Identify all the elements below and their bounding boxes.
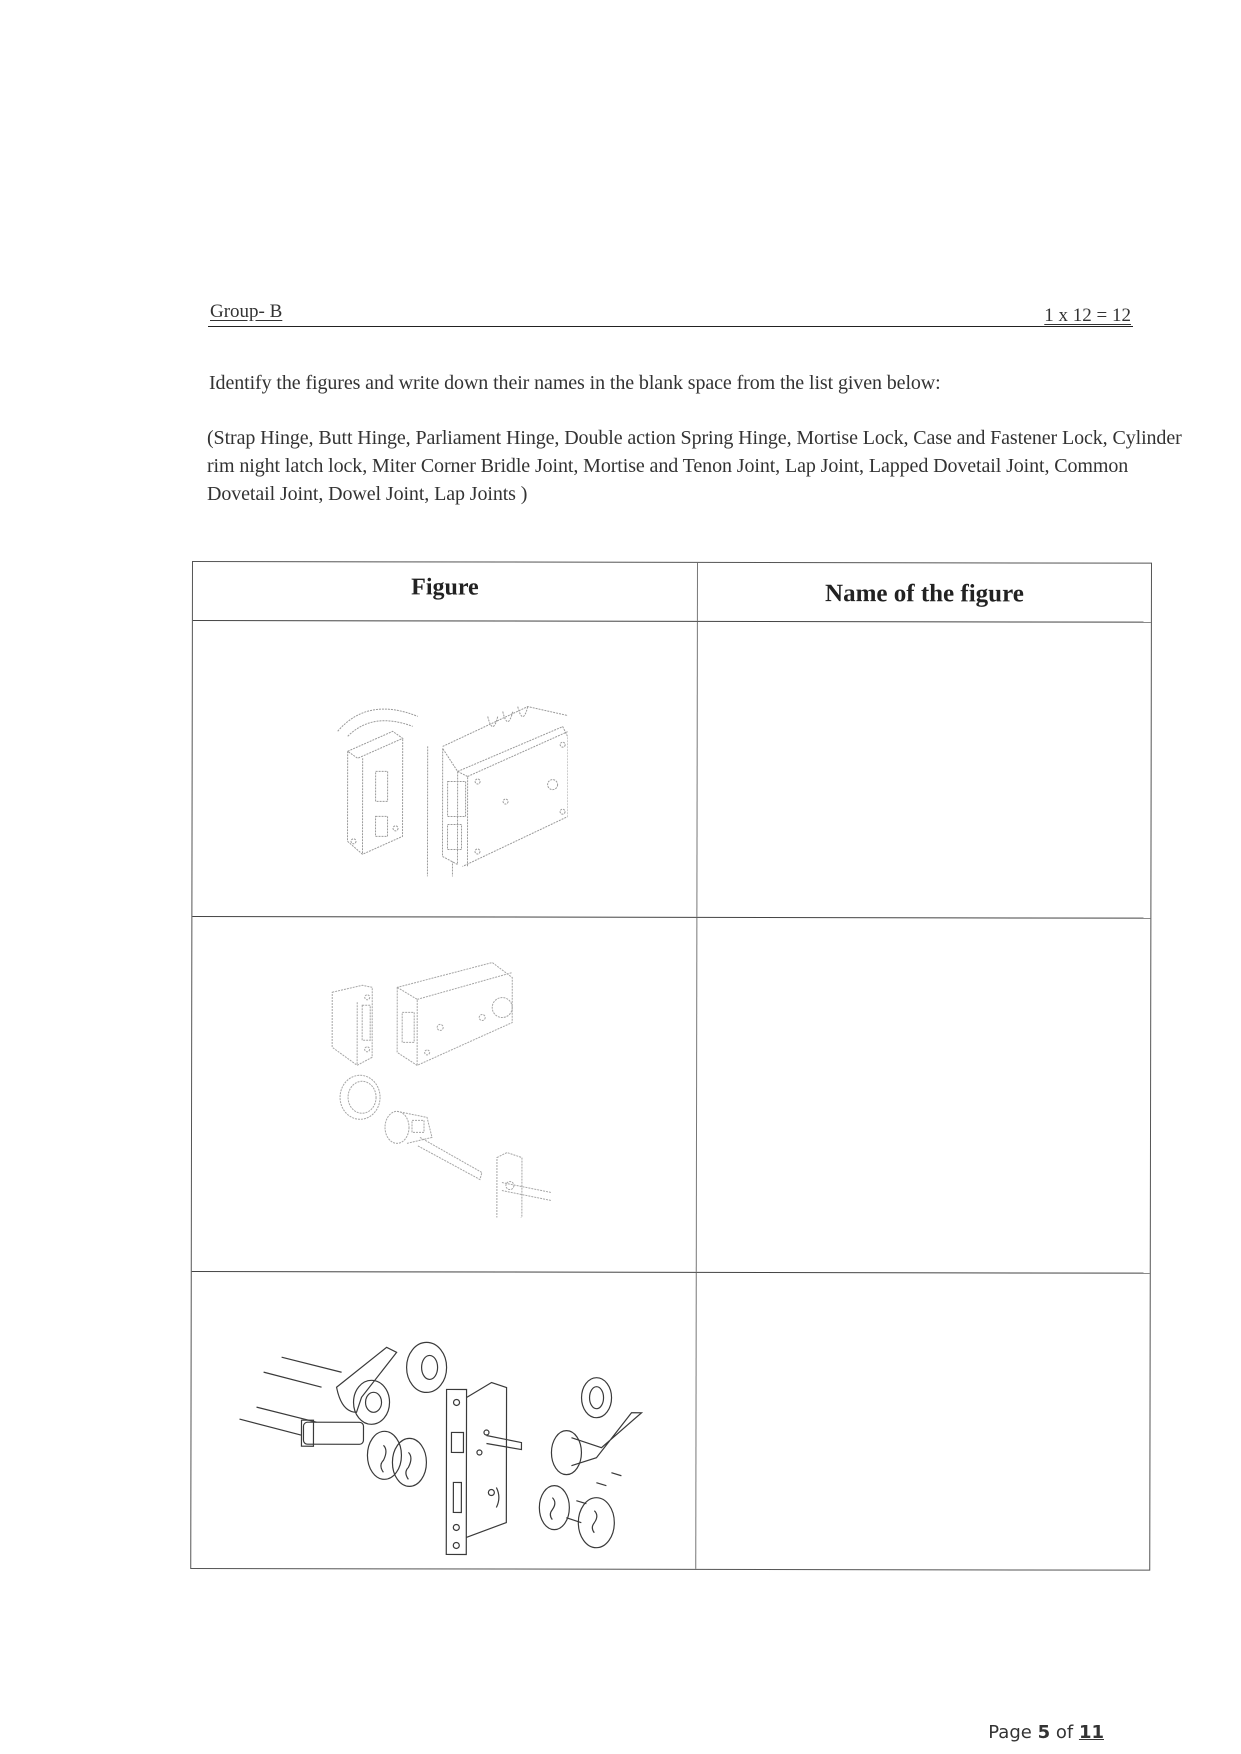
section-title: Group- B [210, 301, 283, 322]
header-cell-figure [193, 562, 698, 621]
figure-cell [192, 917, 698, 1272]
total-pages: 11 [1078, 1722, 1104, 1743]
question-instruction: Identify the figures and write down their names in the blank space from the list given below: [209, 372, 941, 394]
mortise-lock-exploded-image [221, 1317, 691, 1558]
table-row [191, 1272, 1150, 1570]
column-header: Figure [411, 574, 479, 601]
table-header-row [193, 562, 1151, 623]
cylinder-rim-night-latch-image [312, 957, 572, 1217]
answer-table [190, 561, 1152, 1571]
header-cell-name [698, 563, 1151, 622]
marks-allocation: 1 x 12 = 12 [1044, 305, 1131, 326]
figure-cell [191, 1272, 697, 1569]
answer-cell[interactable] [697, 622, 1151, 918]
of-word: of [1055, 1722, 1074, 1743]
page-number [988, 1722, 1104, 1743]
current-page: 5 [1037, 1722, 1051, 1743]
answer-cell[interactable] [697, 918, 1151, 1273]
answer-choices-list: (Strap Hinge, Butt Hinge, Parliament Hinge, Double action Spring Hinge, Mortise Lock, Case and Fastener Lock, Cylinder rim night latch lock, Miter Corner Bridle Joint, Mortise and Tenon Joint, Lap Joint, Lapped Dovetail Joint, Common Dovetail Joint, Dowel Joint, Lap Joints ) [207, 427, 1182, 505]
figure-cell [192, 621, 698, 917]
case-and-fastener-lock-image [317, 676, 567, 876]
column-header: Name of the figure [825, 580, 1024, 608]
table-row [192, 621, 1151, 919]
section-header [208, 300, 1133, 327]
answer-cell[interactable] [696, 1273, 1150, 1570]
page-word: Page [988, 1722, 1032, 1743]
table-row [192, 917, 1151, 1274]
